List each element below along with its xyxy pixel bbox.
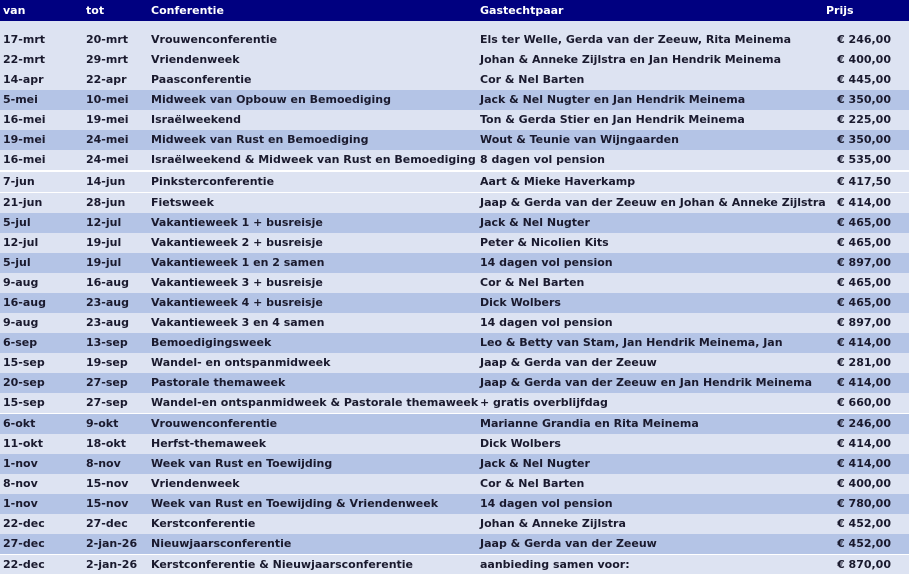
cell-van: 19-mei [3,133,46,146]
cell-tot: 20-mrt [86,33,129,46]
cell-conferentie: Herfst-themaweek [151,437,267,450]
cell-tot: 22-apr [86,73,127,86]
cell-van: 22-dec [3,558,45,571]
header-tot: tot [86,4,105,17]
table-row [0,30,909,50]
cell-prijs: € 414,00 [837,376,891,389]
cell-conferentie: Week van Rust en Toewijding [151,457,333,470]
cell-van: 7-jun [3,175,35,188]
cell-prijs: € 535,00 [837,153,891,166]
cell-van: 1-nov [3,457,38,470]
header-spacer [0,21,909,30]
cell-tot: 24-mei [86,133,129,146]
cell-conferentie: Vriendenweek [151,477,240,490]
cell-van: 6-sep [3,336,38,349]
cell-prijs: € 400,00 [837,53,891,66]
cell-gastechtpaar: Jack & Nel Nugter [480,216,590,229]
cell-gastechtpaar: Peter & Nicolien Kits [480,236,609,249]
cell-gastechtpaar: 14 dagen vol pension [480,316,613,329]
cell-prijs: € 870,00 [837,558,891,571]
cell-van: 5-jul [3,216,31,229]
cell-tot: 9-okt [86,417,119,430]
cell-conferentie: Vrouwenconferentie [151,417,278,430]
cell-tot: 29-mrt [86,53,129,66]
cell-van: 5-mei [3,93,38,106]
cell-prijs: € 660,00 [837,396,891,409]
header-conferentie: Conferentie [151,4,224,17]
cell-prijs: € 350,00 [837,133,891,146]
cell-gastechtpaar: Dick Wolbers [480,437,561,450]
table-row [0,333,909,353]
table-row [0,150,909,170]
cell-gastechtpaar: Leo & Betty van Stam, Jan Hendrik Meinema, Jan [480,336,783,349]
cell-tot: 18-okt [86,437,127,450]
cell-gastechtpaar: Jaap & Gerda van der Zeeuw en Johan & Anneke Zijlstra [480,196,826,209]
cell-gastechtpaar: Johan & Anneke Zijlstra [480,517,626,530]
cell-prijs: € 246,00 [837,33,891,46]
cell-conferentie: Pastorale themaweek [151,376,286,389]
cell-prijs: € 414,00 [837,336,891,349]
cell-prijs: € 350,00 [837,93,891,106]
cell-conferentie: Vakantieweek 3 en 4 samen [151,316,325,329]
cell-tot: 27-sep [86,396,128,409]
cell-gastechtpaar: Cor & Nel Barten [480,477,585,490]
cell-van: 6-okt [3,417,36,430]
cell-gastechtpaar: aanbieding samen voor: [480,558,630,571]
cell-tot: 14-jun [86,175,126,188]
cell-van: 17-mrt [3,33,46,46]
table-row [0,313,909,333]
cell-tot: 15-nov [86,497,129,510]
cell-tot: 2-jan-26 [86,537,138,550]
cell-van: 12-jul [3,236,39,249]
cell-tot: 13-sep [86,336,128,349]
cell-tot: 15-nov [86,477,129,490]
table-row [0,555,909,574]
table-row [0,273,909,293]
cell-gastechtpaar: Jaap & Gerda van der Zeeuw [480,537,657,550]
cell-conferentie: Bemoedigingsweek [151,336,272,349]
table-row [0,90,909,110]
cell-gastechtpaar: Els ter Welle, Gerda van der Zeeuw, Rita Meinema [480,33,792,46]
cell-prijs: € 400,00 [837,477,891,490]
cell-conferentie: Vakantieweek 3 + busreisje [151,276,323,289]
cell-gastechtpaar: Cor & Nel Barten [480,276,585,289]
cell-conferentie: Vakantieweek 1 + busreisje [151,216,323,229]
table-row [0,474,909,494]
table-row [0,373,909,393]
cell-prijs: € 445,00 [837,73,891,86]
cell-van: 15-sep [3,356,45,369]
cell-conferentie: Vrouwenconferentie [151,33,278,46]
cell-conferentie: Kerstconferentie & Nieuwjaarsconferentie [151,558,414,571]
cell-van: 16-aug [3,296,47,309]
cell-conferentie: Vakantieweek 4 + busreisje [151,296,323,309]
cell-tot: 19-sep [86,356,128,369]
cell-gastechtpaar: Wout & Teunie van Wijngaarden [480,133,679,146]
table-row [0,172,909,192]
table-row [0,454,909,474]
cell-conferentie: Vakantieweek 2 + busreisje [151,236,323,249]
table-row [0,50,909,70]
cell-gastechtpaar: 14 dagen vol pension [480,497,613,510]
cell-conferentie: Week van Rust en Toewijding & Vriendenweek [151,497,439,510]
table-row [0,494,909,514]
cell-conferentie: Kerstconferentie [151,517,256,530]
cell-prijs: € 452,00 [837,537,891,550]
cell-conferentie: Wandel-en ontspanmidweek & Pastorale themaweek [151,396,479,409]
table-row [0,293,909,313]
cell-conferentie: Nieuwjaarsconferentie [151,537,292,550]
cell-van: 14-apr [3,73,44,86]
cell-gastechtpaar: + gratis overblijfdag [480,396,608,409]
table-row [0,393,909,413]
cell-conferentie: Paasconferentie [151,73,252,86]
cell-gastechtpaar: 14 dagen vol pension [480,256,613,269]
cell-van: 16-mei [3,153,46,166]
cell-van: 22-mrt [3,53,46,66]
table-header [0,0,909,21]
cell-tot: 19-mei [86,113,129,126]
cell-prijs: € 281,00 [837,356,891,369]
cell-tot: 16-aug [86,276,130,289]
cell-gastechtpaar: Jaap & Gerda van der Zeeuw [480,356,657,369]
cell-van: 16-mei [3,113,46,126]
cell-tot: 2-jan-26 [86,558,138,571]
cell-prijs: € 465,00 [837,296,891,309]
cell-gastechtpaar: Dick Wolbers [480,296,561,309]
cell-van: 20-sep [3,376,45,389]
table-row [0,70,909,90]
header-gastechtpaar: Gastechtpaar [480,4,564,17]
cell-prijs: € 780,00 [837,497,891,510]
table-row [0,434,909,454]
cell-van: 11-okt [3,437,44,450]
cell-tot: 8-nov [86,457,121,470]
table-row [0,353,909,373]
cell-van: 21-jun [3,196,43,209]
cell-van: 8-nov [3,477,38,490]
cell-van: 15-sep [3,396,45,409]
table-row [0,414,909,434]
cell-conferentie: Pinksterconferentie [151,175,275,188]
table-row [0,514,909,534]
cell-tot: 10-mei [86,93,129,106]
cell-prijs: € 465,00 [837,216,891,229]
table-row [0,130,909,150]
cell-van: 27-dec [3,537,45,550]
cell-conferentie: Midweek van Rust en Bemoediging [151,133,369,146]
cell-conferentie: Wandel- en ontspanmidweek [151,356,331,369]
cell-tot: 27-dec [86,517,128,530]
cell-tot: 19-jul [86,236,122,249]
cell-van: 5-jul [3,256,31,269]
header-van: van [3,4,26,17]
cell-prijs: € 452,00 [837,517,891,530]
cell-van: 22-dec [3,517,45,530]
cell-prijs: € 465,00 [837,276,891,289]
cell-gastechtpaar: Aart & Mieke Haverkamp [480,175,636,188]
cell-van: 9-aug [3,316,39,329]
cell-gastechtpaar: Ton & Gerda Stier en Jan Hendrik Meinema [480,113,745,126]
cell-prijs: € 225,00 [837,113,891,126]
cell-gastechtpaar: Jack & Nel Nugter [480,457,590,470]
cell-prijs: € 897,00 [837,256,891,269]
cell-tot: 27-sep [86,376,128,389]
cell-conferentie: Midweek van Opbouw en Bemoediging [151,93,391,106]
table-row [0,213,909,233]
cell-tot: 12-jul [86,216,122,229]
cell-conferentie: Vriendenweek [151,53,240,66]
table-row [0,534,909,554]
cell-prijs: € 246,00 [837,417,891,430]
cell-gastechtpaar: Johan & Anneke Zijlstra en Jan Hendrik Meinema [480,53,782,66]
cell-prijs: € 417,50 [837,175,891,188]
cell-gastechtpaar: 8 dagen vol pension [480,153,605,166]
table-row [0,110,909,130]
cell-gastechtpaar: Jaap & Gerda van der Zeeuw en Jan Hendrik Meinema [480,376,813,389]
cell-conferentie: Israëlweekend [151,113,241,126]
cell-tot: 19-jul [86,256,122,269]
cell-prijs: € 897,00 [837,316,891,329]
cell-van: 1-nov [3,497,38,510]
cell-prijs: € 414,00 [837,196,891,209]
cell-van: 9-aug [3,276,39,289]
table-row [0,253,909,273]
cell-prijs: € 414,00 [837,457,891,470]
cell-tot: 23-aug [86,296,130,309]
table-row [0,193,909,213]
cell-tot: 28-jun [86,196,126,209]
cell-prijs: € 414,00 [837,437,891,450]
cell-gastechtpaar: Jack & Nel Nugter en Jan Hendrik Meinema [480,93,746,106]
cell-conferentie: Israëlweekend & Midweek van Rust en Bemoediging [151,153,476,166]
cell-gastechtpaar: Cor & Nel Barten [480,73,585,86]
cell-tot: 24-mei [86,153,129,166]
header-prijs: Prijs [826,4,854,17]
cell-conferentie: Vakantieweek 1 en 2 samen [151,256,325,269]
cell-conferentie: Fietsweek [151,196,214,209]
cell-gastechtpaar: Marianne Grandia en Rita Meinema [480,417,699,430]
cell-tot: 23-aug [86,316,130,329]
table-row [0,233,909,253]
cell-prijs: € 465,00 [837,236,891,249]
